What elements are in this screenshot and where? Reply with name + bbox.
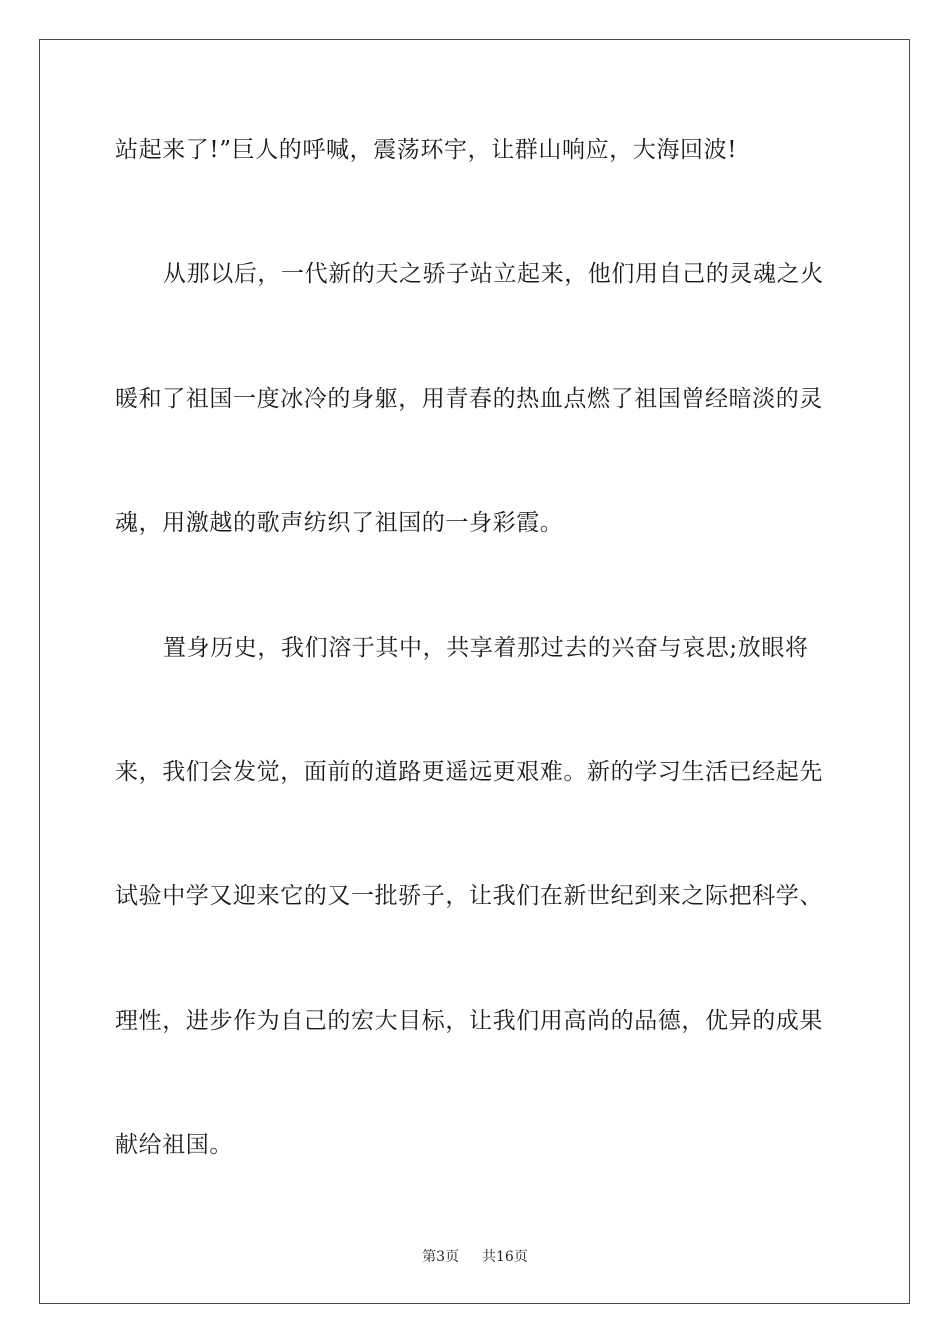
paragraph-line: 站起来了!”巨人的呼喊，震荡环宇，让群山响应，大海回波! [115,137,738,163]
paragraph-line: 理性，进步作为自己的宏大目标，让我们用高尚的品德，优异的成果 [115,1008,823,1034]
paragraph-line: 试验中学又迎来它的又一批骄子，让我们在新世纪到来之际把科学、 [115,883,823,909]
paragraph-line: 暖和了祖国一度冰冷的身躯，用青春的热血点燃了祖国曾经暗淡的灵 [115,386,823,412]
paragraph-line: 来，我们会发觉，面前的道路更遥远更艰难。新的学习生活已经起先 [115,759,823,785]
page-number: 第3页 [422,1249,460,1265]
page-footer [0,1248,950,1266]
page-total: 共16页 [482,1249,528,1265]
paragraph-line: 魂，用激越的歌声纺织了祖国的一身彩霞。 [115,510,564,536]
page-border [39,39,910,1304]
paragraph-line: 置身历史，我们溶于其中，共享着那过去的兴奋与哀思;放眼将 [163,635,809,661]
paragraph-line: 从那以后，一代新的天之骄子站立起来，他们用自己的灵魂之火 [163,261,824,287]
paragraph-line: 献给祖国。 [115,1132,233,1158]
